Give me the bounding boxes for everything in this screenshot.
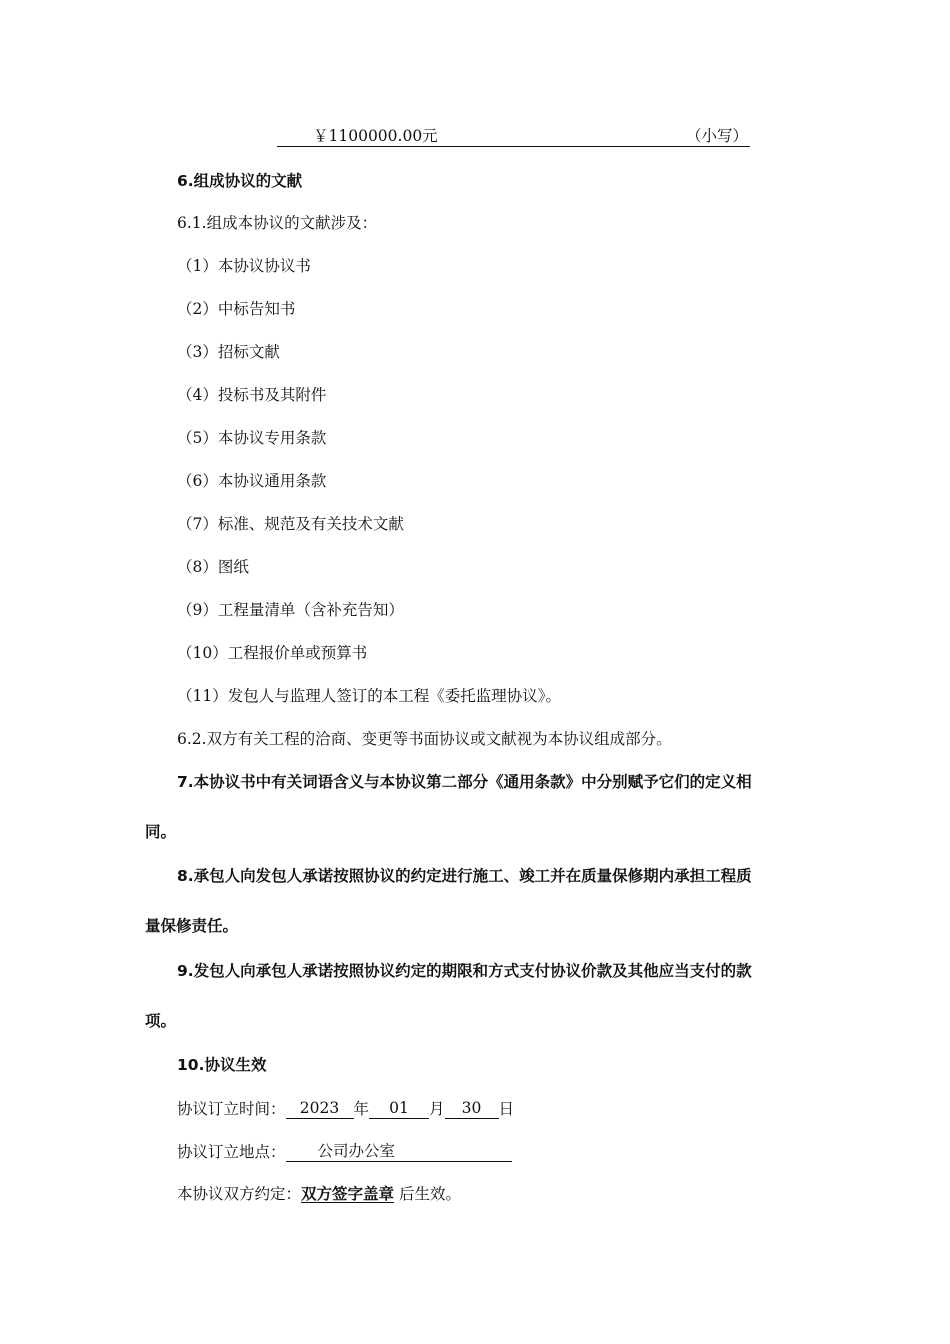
month-unit: 月: [429, 1100, 445, 1118]
document-list-item: （9）工程量清单（含补充告知）: [177, 601, 404, 619]
document-list-item: （7）标准、规范及有关技术文献: [177, 515, 404, 533]
signing-place-value: 公司办公室: [317, 1142, 396, 1160]
document-list-item: （10）工程报价单或预算书: [177, 644, 368, 662]
signing-time-label: 协议订立时间：: [177, 1100, 286, 1118]
effect-line: [177, 1184, 461, 1204]
effect-label: 本协议双方约定：: [177, 1185, 302, 1203]
document-list-item: （2）中标告知书: [177, 300, 296, 318]
document-list-item: （4）投标书及其附件: [177, 386, 327, 404]
section-10-title: 10.协议生效: [177, 1056, 267, 1074]
section-9-line-1: 9.发包人向承包人承诺按照协议约定的期限和方式支付协议价款及其他应当支付的款: [177, 962, 752, 980]
signing-year: 2023: [286, 1098, 354, 1119]
section-7-line-1: 7.本协议书中有关词语含义与本协议第二部分《通用条款》中分别赋予它们的定义相: [177, 773, 752, 791]
effect-condition: 双方签字盖章: [301, 1185, 395, 1203]
document-list-item: （3）招标文献: [177, 343, 280, 361]
document-list-item: （1）本协议协议书: [177, 257, 311, 275]
section-6-2-paragraph: 6.2.双方有关工程的洽商、变更等书面协议或文献视为本协议组成部分。: [177, 730, 672, 748]
section-9-line-2: 项。: [145, 1012, 177, 1030]
contract-amount-value: ￥1100000.00元: [313, 127, 438, 145]
contract-amount-line: [277, 126, 750, 147]
signing-place-field: [286, 1141, 512, 1162]
document-list-item: （6）本协议通用条款: [177, 472, 327, 490]
signing-time-line: [177, 1098, 514, 1119]
signing-day: 30: [445, 1098, 499, 1119]
signing-place-label: 协议订立地点：: [177, 1143, 286, 1161]
effect-suffix: 后生效。: [398, 1185, 461, 1203]
year-unit: 年: [353, 1100, 370, 1118]
section-8-line-2: 量保修责任。: [145, 917, 239, 935]
document-list-item: （5）本协议专用条款: [177, 429, 327, 447]
day-unit: 日: [498, 1100, 515, 1118]
contract-amount-unit: （小写）: [685, 127, 748, 145]
signing-place-line: [177, 1141, 512, 1162]
document-list-item: （11）发包人与监理人签订的本工程《委托监理协议》。: [177, 687, 561, 705]
signing-month: 01: [369, 1098, 429, 1119]
section-6-title: 6.组成协议的文献: [177, 172, 303, 190]
document-list-item: （8）图纸: [177, 558, 249, 576]
section-7-line-2: 同。: [145, 823, 177, 841]
section-6-1-intro: 6.1.组成本协议的文献涉及：: [177, 214, 378, 232]
section-8-line-1: 8.承包人向发包人承诺按照协议的约定进行施工、竣工并在质量保修期内承担工程质: [177, 867, 752, 885]
